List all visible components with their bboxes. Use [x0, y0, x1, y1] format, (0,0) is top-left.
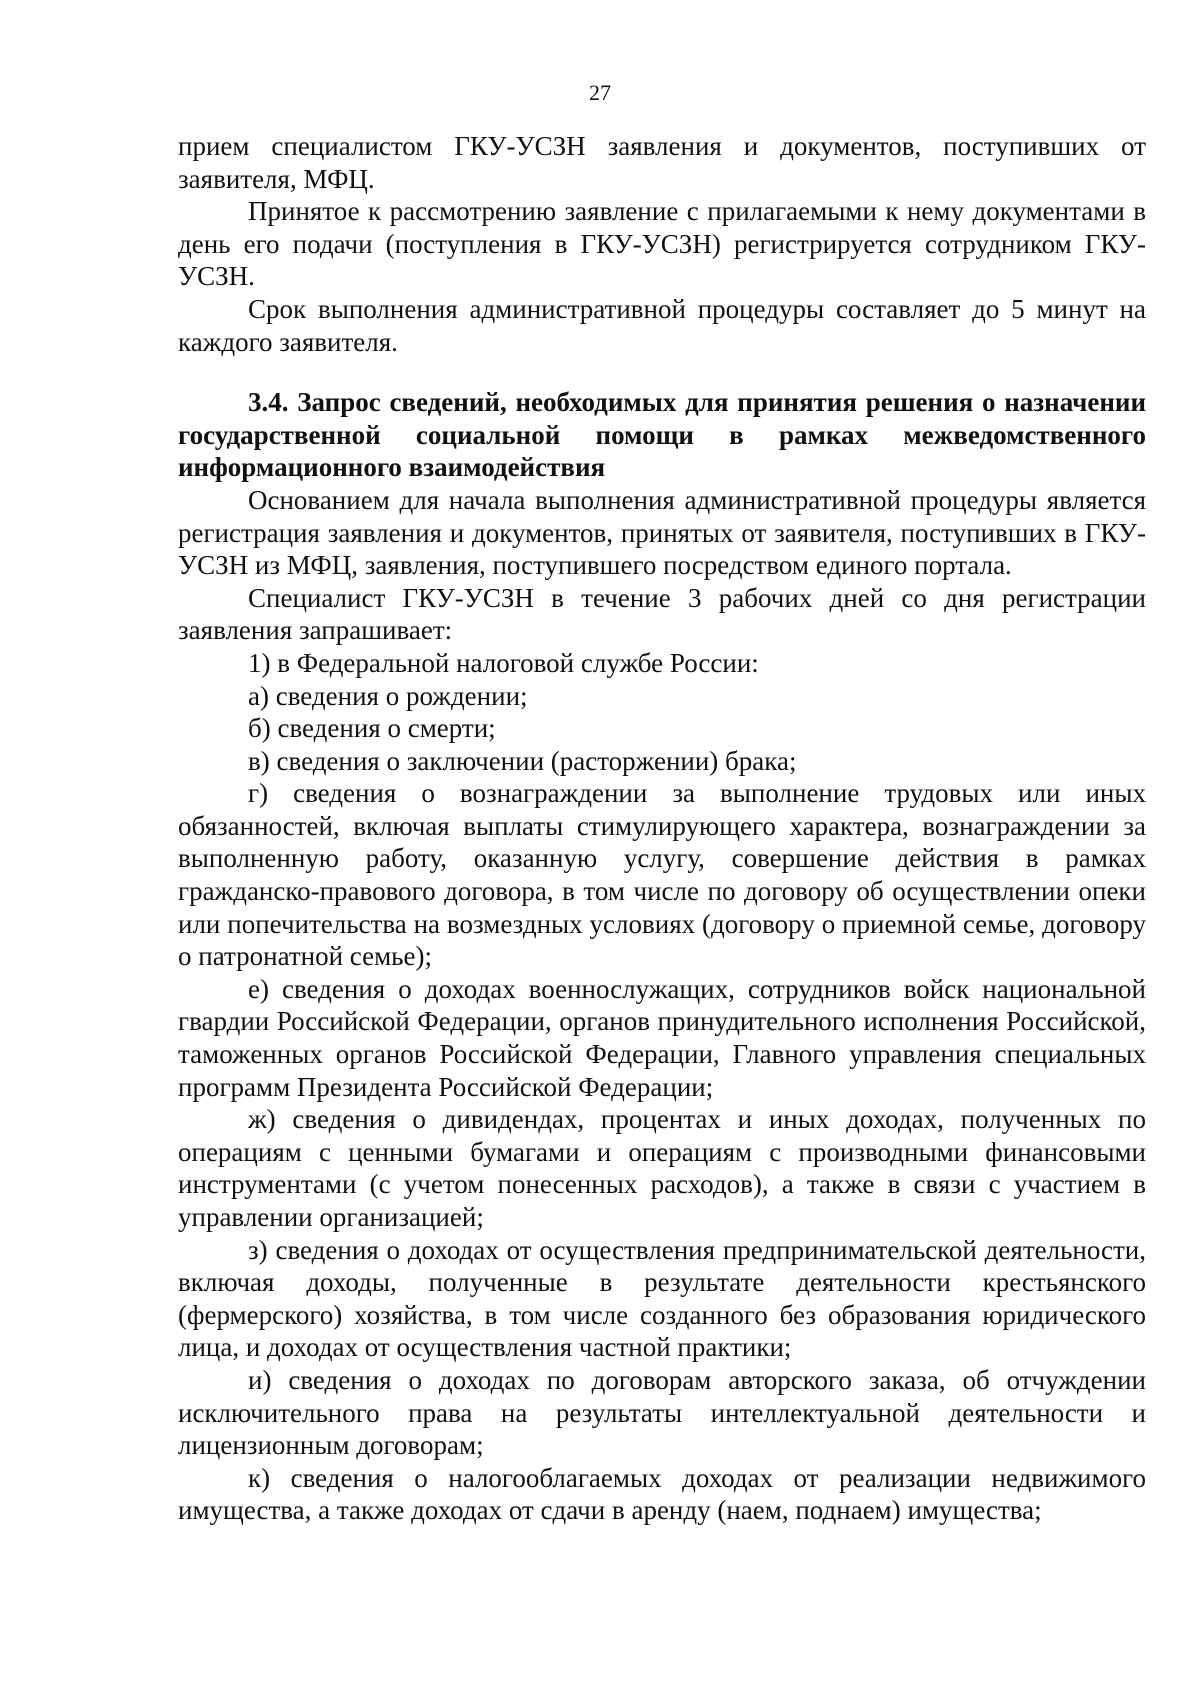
list-item: е) сведения о доходах военнослужащих, сотрудников войск национальной гвардии Российской Федерации, органов принудительного исполнения Российской, таможенных органов Российской Федерации, Главного управления специальных программ Президента Российской Федерации;: [178, 973, 1146, 1102]
document-body: [178, 130, 1146, 1527]
paragraph: Срок выполнения административной процедуры составляет до 5 минут на каждого заявителя.: [178, 293, 1146, 357]
list-item: г) сведения о вознаграждении за выполнение трудовых или иных обязанностей, включая выплаты стимулирующего характера, вознаграждении за выполненную работу, оказанную услугу, совершение действия в рамках гражданско-правового договора, в том числе по договору об осуществлении опеки или попечительства на возмездных условиях (договору о приемной семье, договору о патронатной семье);: [178, 778, 1146, 972]
list-item: в) сведения о заключении (расторжении) брака;: [248, 745, 797, 776]
page-number: 27: [589, 80, 611, 105]
paragraph: Основанием для начала выполнения административной процедуры является регистрация заявления и документов, принятых от заявителя, поступивших в ГКУ-УСЗН из МФЦ, заявления, поступившего посредством единого портала.: [178, 484, 1146, 581]
paragraph: Специалист ГКУ-УСЗН в течение 3 рабочих дней со дня регистрации заявления запрашивает:: [178, 582, 1146, 646]
list-item: а) сведения о рождении;: [248, 680, 528, 711]
list-item: к) сведения о налогооблагаемых доходах от реализации недвижимого имущества, а также доходах от сдачи в аренду (наем, поднаем) имущества;: [178, 1462, 1146, 1526]
paragraph: прием специалистом ГКУ-УСЗН заявления и документов, поступивших от заявителя, МФЦ.: [178, 131, 1146, 194]
list-item: б) сведения о смерти;: [248, 713, 496, 744]
list-item: 1) в Федеральной налоговой службе России:: [248, 647, 759, 678]
list-item: з) сведения о доходах от осуществления предпринимательской деятельности, включая доходы, полученные в результате деятельности крестьянского (фермерского) хозяйства, в том числе созданного без образования юридического лица, и доходах от осуществления частной практики;: [178, 1234, 1146, 1363]
section-heading: 3.4. Запрос сведений, необходимых для принятия решения о назначении государственной социальной помощи в рамках межведомственного информационного взаимодействия: [178, 387, 1146, 483]
paragraph: Принятое к рассмотрению заявление с прилагаемыми к нему документами в день его подачи (поступления в ГКУ-УСЗН) регистрируется сотрудником ГКУ-УСЗН.: [178, 196, 1146, 292]
list-item: и) сведения о доходах по договорам авторского заказа, об отчуждении исключительного права на результаты интеллектуальной деятельности и лицензионным договорам;: [178, 1364, 1146, 1461]
list-item: ж) сведения о дивидендах, процентах и иных доходах, полученных по операциям с ценными бумагами и операциям с производными финансовыми инструментами (с учетом понесенных расходов), а также в связи с участием в управлении организацией;: [178, 1104, 1146, 1232]
